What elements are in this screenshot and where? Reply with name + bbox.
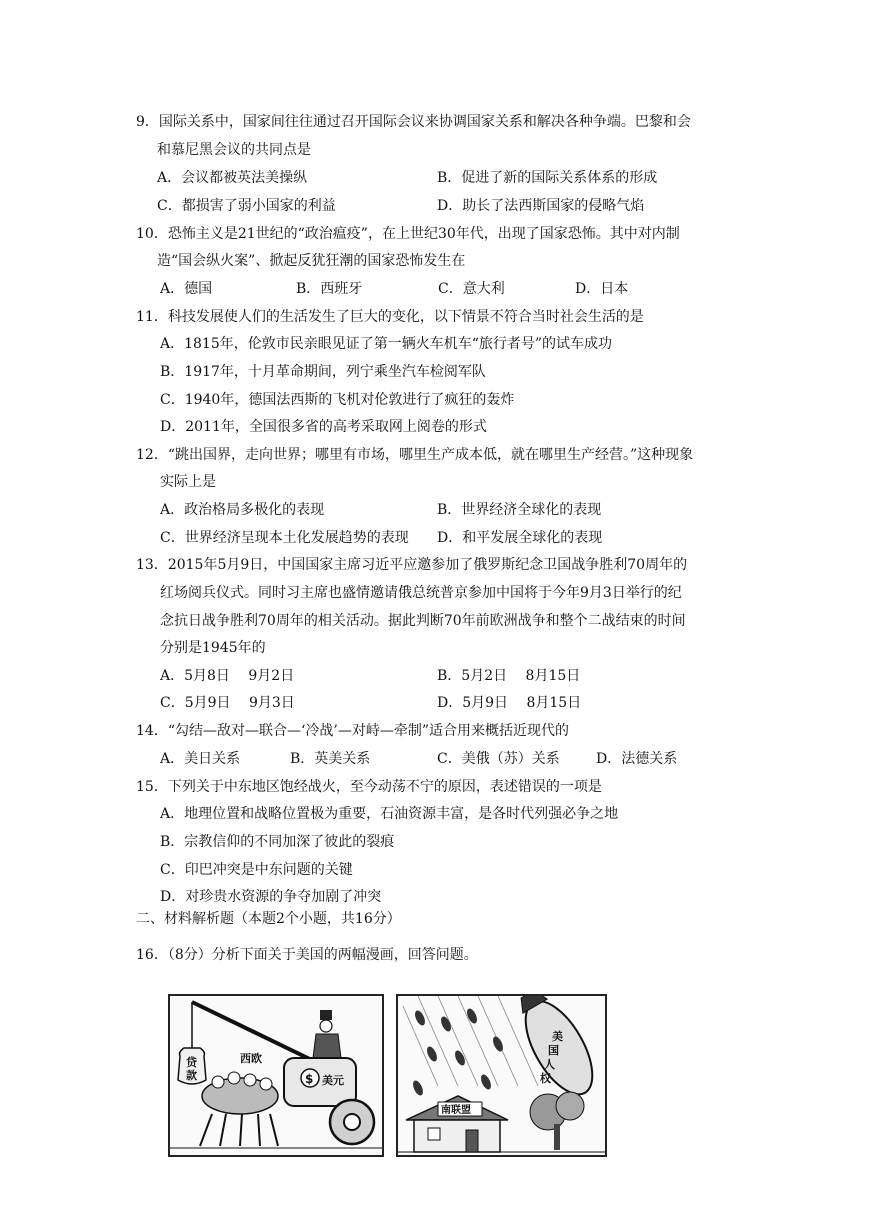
q14-stem-line1: 14．“勾结—敌对—联合—‘冷战’—对峙—牵制”适合用来概括近现代的 [136,723,570,739]
q13-option-a: A．5月8日 9月2日 [160,668,295,684]
cart-wheel-hub [344,1114,360,1130]
cartoon-human-rights-bombing [396,994,607,1157]
q15-option-a: A．地理位置和战略位置极为重要，石油资源丰富，是各时代列强必争之地 [160,806,619,822]
bomb-char-3: 人 [544,1058,555,1071]
q13-stem-line1: 13．2015年5月9日，中国国家主席习近平应邀参加了俄罗斯纪念卫国战争胜利70周年的 [136,557,688,573]
q14-option-a: A．美日关系 [160,751,241,767]
q13-option-c: C．5月9日 9月3日 [160,695,295,711]
crowd-head-4 [260,1078,272,1090]
q14-option-d: D．法德关系 [596,751,678,767]
bomb-char-4: 权 [540,1072,551,1085]
tree-trunk [554,1124,560,1150]
loan-bag-char-1: 贷 [186,1056,197,1069]
house-wall [414,1120,500,1152]
q16-stem: 16．（8分）分析下面关于美国的两幅漫画，回答问题。 [136,947,478,963]
q15-option-d: D．对珍贵水资源的争夺加剧了冲突 [160,889,382,905]
q15-option-c: C．印巴冲突是中东问题的关键 [160,862,353,878]
house-window [428,1128,440,1140]
q13-stem-line4: 分别是1945年的 [160,640,266,656]
bomb-char-1: 美 [552,1030,563,1043]
q9-stem-line2: 和慕尼黑会议的共同点是 [157,142,311,158]
dollar-sign: $ [305,1072,314,1086]
q9-stem-line1: 9．国际关系中，国家间往往通过召开国际会议来协调国家关系和解决各种争端。巴黎和会 [136,114,691,130]
q10-stem-line2: 造“国会纵火案”、掀起反犹狂潮的国家恐怖发生在 [157,253,466,269]
crowd-head-1 [212,1076,224,1088]
q12-stem-line1: 12．“跳出国界，走向世界；哪里有市场，哪里生产成本低，就在哪里生产经营。”这种现象 [136,447,694,463]
q14-option-b: B．英美关系 [290,751,371,767]
q11-option-b: B．1917年，十月革命期间，列宁乘坐汽车检阅军队 [160,364,486,380]
q15-option-b: B．宗教信仰的不同加深了彼此的裂痕 [160,834,395,850]
section2-title: 二、材料解析题（本题2个小题，共16分） [136,911,401,927]
dollar-label: 美元 [322,1074,344,1087]
q9-option-d: D．助长了法西斯国家的侵略气焰 [437,198,645,214]
q10-option-a: A．德国 [160,281,213,297]
q11-option-c: C．1940年，德国法西斯的飞机对伦敦进行了疯狂的轰炸 [160,392,515,408]
q11-stem-line1: 11．科技发展使人们的生活发生了巨大的变化，以下情景不符合当时社会生活的是 [136,309,644,325]
q12-option-a: A．政治格局多极化的表现 [160,502,325,518]
q13-stem-line3: 念抗日战争胜利70周年的相关活动。据此判断70年前欧洲战争和整个二战结束的时间 [160,613,686,629]
q10-option-b: B．西班牙 [296,281,363,297]
cartoon-marshall-plan [168,994,384,1157]
west-europe-label: 西欧 [240,1052,262,1065]
house-door [466,1130,478,1152]
q13-stem-line2: 红场阅兵仪式。同时习主席也盛情邀请俄总统普京参加中国将于今年9月3日举行的纪 [160,585,682,601]
q13-option-d: D．5月9日 8月15日 [437,695,582,711]
bomb-char-2: 国 [548,1044,559,1057]
cartoon-human-rights-drawing [398,996,605,1155]
q10-option-d: D．日本 [575,281,629,297]
crowd-head-2 [228,1072,240,1084]
small-bombs [411,1007,505,1097]
q10-stem-line1: 10．恐怖主义是21世纪的“政治瘟疫”，在上世纪30年代，出现了国家恐怖。其中对内制 [136,226,680,242]
uncle-sam-head [320,1020,332,1032]
cartoon-marshall-plan-drawing [170,996,382,1155]
q12-option-d: D．和平发展全球化的表现 [437,530,603,546]
q9-option-c: C．都损害了弱小国家的利益 [157,198,336,214]
q11-option-a: A．1815年，伦敦市民亲眼见证了第一辆火车机车“旅行者号”的试车成功 [160,336,613,352]
q9-option-b: B．促进了新的国际关系体系的形成 [437,170,658,186]
q12-option-c: C．世界经济呈现本土化发展趋势的表现 [160,530,409,546]
dollar-barrel [284,1058,356,1106]
crowd-head-3 [244,1074,256,1086]
q11-option-d: D．2011年，全国很多省的高考采取网上阅卷的形式 [160,419,487,435]
q15-stem-line1: 15．下列关于中东地区饱经战火，至今动荡不宁的原因，表述错误的一项是 [136,779,602,795]
tree-crown-2 [556,1092,584,1120]
q9-option-a: A．会议都被英法美操纵 [157,170,308,186]
crowd-legs [200,1114,278,1146]
q13-option-b: B．5月2日 8月15日 [437,668,581,684]
q10-option-c: C．意大利 [438,281,505,297]
loan-bag-char-2: 款 [186,1069,197,1082]
q12-option-b: B．世界经济全球化的表现 [437,502,602,518]
uncle-sam-hat [320,1010,332,1020]
roof-label: 南联盟 [441,1105,471,1116]
q14-option-c: C．美俄（苏）关系 [437,751,560,767]
q12-stem-line2: 实际上是 [160,474,216,490]
